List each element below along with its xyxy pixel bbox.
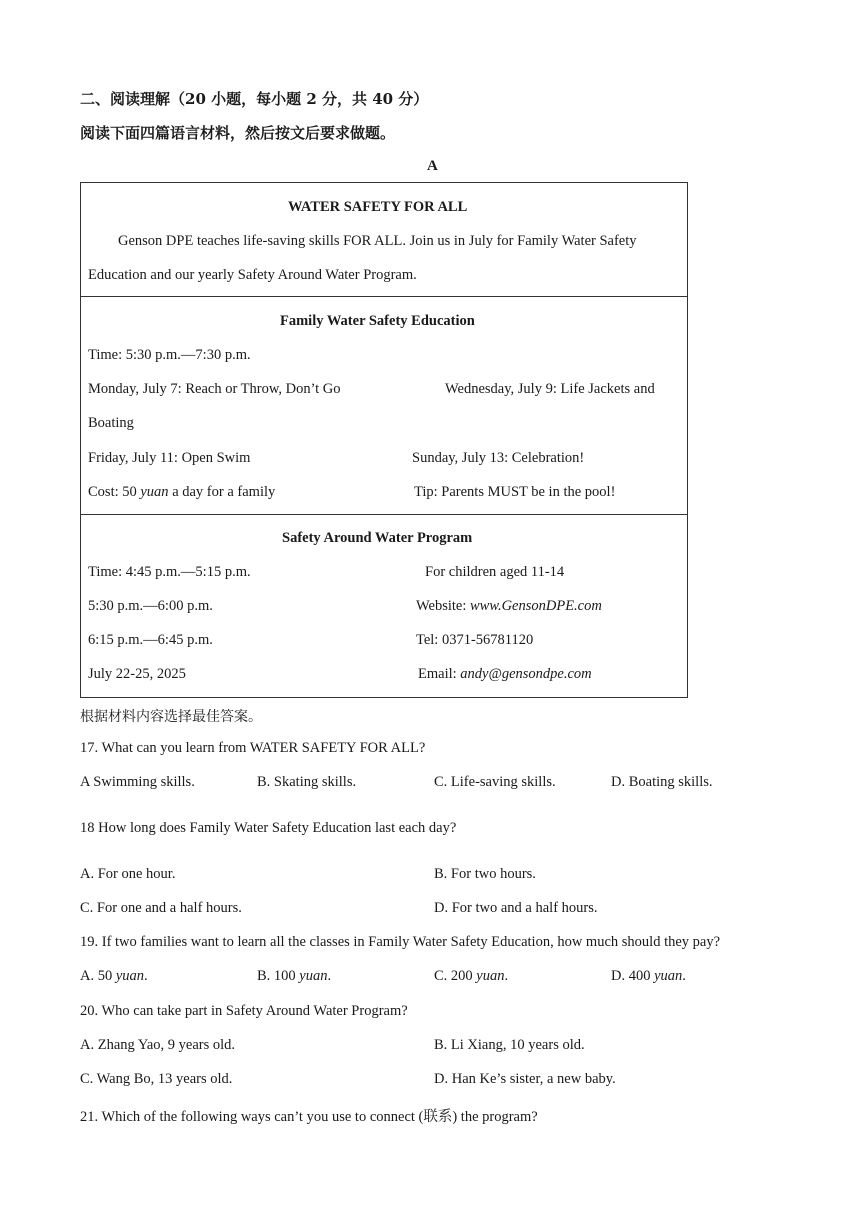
q19-option-b-end: .: [327, 968, 332, 984]
notice-box: [80, 182, 688, 698]
q20-option-b: B. Li Xiang, 10 years old.: [434, 1037, 585, 1053]
q20-option-d: D. Han Ke’s sister, a new baby.: [434, 1071, 616, 1087]
program-section-title: Safety Around Water Program: [282, 530, 473, 546]
notice-divider-1: [80, 296, 688, 297]
passage-letter: A: [427, 158, 438, 174]
program-ages: For children aged 11-14: [425, 564, 565, 580]
q19-option-b-unit: yuan: [299, 968, 328, 984]
section-instruction: 阅读下面四篇语言材料，然后按文后要求做题。: [80, 124, 396, 142]
family-sunday: Sunday, July 13: Celebration!: [412, 450, 585, 466]
section-title: 二、阅读理解（20 小题，每小题 2 分，共 40 分）: [80, 90, 429, 108]
q19-option-d: [611, 968, 686, 985]
family-monday: Monday, July 7: Reach or Throw, Don’t Go: [88, 381, 341, 397]
program-time1: Time: 4:45 p.m.—5:15 p.m.: [88, 564, 251, 580]
family-wednesday-cont: Boating: [88, 415, 134, 431]
q19-option-a-unit: yuan: [115, 968, 145, 984]
q17-option-a: A Swimming skills.: [80, 774, 195, 790]
q19-option-c-end: .: [504, 968, 509, 984]
program-website-label: Website:: [416, 598, 470, 614]
program-time2: 5:30 p.m.—6:00 p.m.: [88, 598, 213, 614]
program-website-url: www.GensonDPE.com: [470, 598, 602, 614]
notice-title: WATER SAFETY FOR ALL: [288, 199, 468, 215]
program-email-label: Email:: [418, 666, 461, 682]
q18-option-d: D. For two and a half hours.: [434, 900, 598, 916]
family-friday: Friday, July 11: Open Swim: [88, 450, 251, 466]
family-cost: [88, 484, 275, 501]
q19-option-c-unit: yuan: [476, 968, 505, 984]
q17-option-d: D. Boating skills.: [611, 774, 713, 790]
q18-option-c: C. For one and a half hours.: [80, 900, 242, 916]
questions-intro: 根据材料内容选择最佳答案。: [80, 709, 262, 725]
notice-divider-2: [80, 514, 688, 515]
q19-option-a-end: .: [144, 968, 148, 984]
q17-option-b: B. Skating skills.: [257, 774, 357, 790]
q19-option-d-text: D. 400: [611, 968, 655, 984]
family-cost-suffix: a day for a family: [168, 484, 276, 500]
q21-stem: 21. Which of the following ways can’t you use to connect (联系) the program?: [80, 1109, 538, 1125]
notice-intro-line2: Education and our yearly Safety Around Water Program.: [88, 267, 417, 283]
program-website: [416, 598, 602, 615]
family-cost-unit: yuan: [140, 484, 169, 500]
q18-option-b: B. For two hours.: [434, 866, 536, 882]
family-tip: Tip: Parents MUST be in the pool!: [414, 484, 616, 500]
program-tel: Tel: 0371-56781120: [416, 632, 534, 648]
q20-stem: 20. Who can take part in Safety Around Water Program?: [80, 1003, 408, 1019]
q19-option-b-text: B. 100: [257, 968, 300, 984]
q17-option-c: C. Life-saving skills.: [434, 774, 556, 790]
family-time: Time: 5:30 p.m.—7:30 p.m.: [88, 347, 251, 363]
program-email: [418, 666, 592, 683]
q18-stem: 18 How long does Family Water Safety Education last each day?: [80, 820, 457, 836]
q19-option-c-text: C. 200: [434, 968, 477, 984]
q18-option-a: A. For one hour.: [80, 866, 176, 882]
q19-option-c: [434, 968, 508, 985]
family-section-title: Family Water Safety Education: [280, 313, 475, 329]
program-time3: 6:15 p.m.—6:45 p.m.: [88, 632, 213, 648]
q20-option-a: A. Zhang Yao, 9 years old.: [80, 1037, 236, 1053]
q19-option-d-unit: yuan: [654, 968, 683, 984]
program-email-address: andy@gensondpe.com: [460, 666, 592, 682]
q19-option-a-text: A. 50: [80, 968, 116, 984]
family-cost-prefix: Cost: 50: [88, 484, 141, 500]
q19-option-a: [80, 968, 148, 985]
q19-stem: 19. If two families want to learn all the classes in Family Water Safety Education, how much should they pay?: [80, 934, 721, 950]
q20-option-c: C. Wang Bo, 13 years old.: [80, 1071, 233, 1087]
q19-option-b: [257, 968, 331, 985]
q17-stem: 17. What can you learn from WATER SAFETY FOR ALL?: [80, 740, 426, 756]
q19-option-d-end: .: [682, 968, 686, 984]
notice-intro-line1: Genson DPE teaches life-saving skills FOR ALL. Join us in July for Family Water Safety: [118, 233, 637, 249]
family-wednesday: Wednesday, July 9: Life Jackets and: [445, 381, 655, 397]
program-dates: July 22-25, 2025: [88, 666, 186, 682]
